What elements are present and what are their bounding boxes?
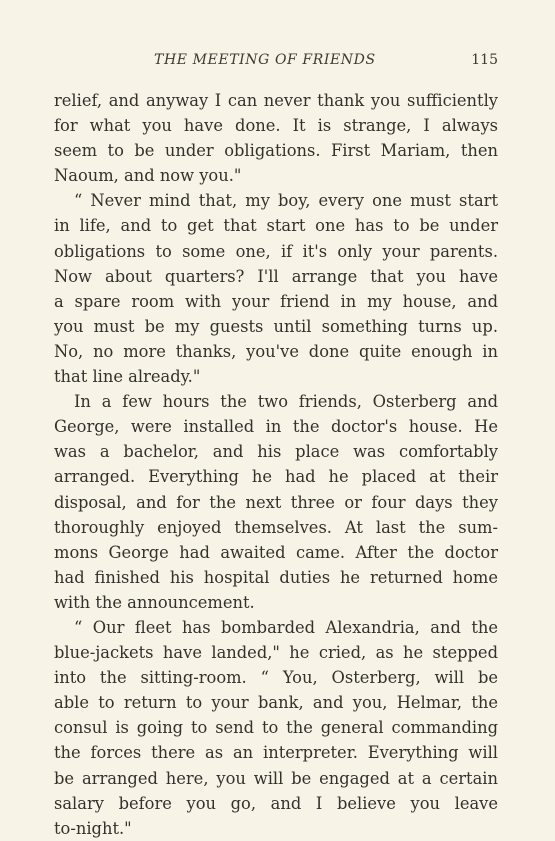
body-text (54, 88, 498, 841)
text-line: Naoum, and now you." (54, 166, 242, 186)
text-line: be arranged here, you will be engaged at a certain (54, 768, 498, 788)
text-line: “ Never mind that, my boy, every one must start (74, 191, 498, 211)
text-line: disposal, and for the next three or four days they (54, 492, 498, 512)
text-line: George, were installed in the doctor's house. He (54, 417, 498, 437)
text-line: to-night." (54, 818, 132, 838)
text-line: mons George had awaited came. After the doctor (54, 542, 498, 562)
text-line: had finished his hospital duties he returned home (54, 567, 498, 587)
text-line: a spare room with your friend in my house, and (54, 291, 498, 311)
text-line: No, no more thanks, you've done quite enough in (54, 341, 498, 361)
text-line: in life, and to get that start one has to be under (54, 216, 498, 236)
text-line: that line already." (54, 367, 201, 387)
text-line: blue-jackets have landed," he cried, as he stepped (54, 643, 498, 663)
text-line: was a bachelor, and his place was comfortably (54, 442, 498, 462)
text-line: In a few hours the two friends, Osterberg and (74, 392, 498, 412)
text-line: salary before you go, and I believe you leave (54, 793, 498, 813)
text-line: obligations to some one, if it's only your parents. (54, 241, 498, 261)
text-line: Now about quarters? I'll arrange that you have (54, 266, 498, 286)
text-line: relief, and anyway I can never thank you sufficiently (54, 91, 498, 110)
text-line: you must be my guests until something turns up. (54, 316, 498, 336)
text-line: arranged. Everything he had he placed at their (54, 467, 498, 487)
chapter-title: THE MEETING OF FRIENDS (154, 52, 376, 68)
text-line: for what you have done. It is strange, I always (54, 116, 498, 136)
text-line: able to return to your bank, and you, Helmar, the (54, 693, 498, 713)
text-line: thoroughly enjoyed themselves. At last the sum- (54, 517, 498, 537)
text-line: into the sitting-room. “ You, Osterberg, will be (54, 668, 498, 688)
text-line: the forces there as an interpreter. Everything will (54, 743, 498, 763)
running-head (54, 52, 498, 74)
text-line: seem to be under obligations. First Mariam, then (54, 141, 498, 161)
page-number: 115 (471, 52, 498, 68)
text-line: “ Our fleet has bombarded Alexandria, and the (74, 617, 498, 637)
text-line: with the announcement. (54, 592, 255, 612)
text-line: consul is going to send to the general commanding (54, 718, 498, 738)
